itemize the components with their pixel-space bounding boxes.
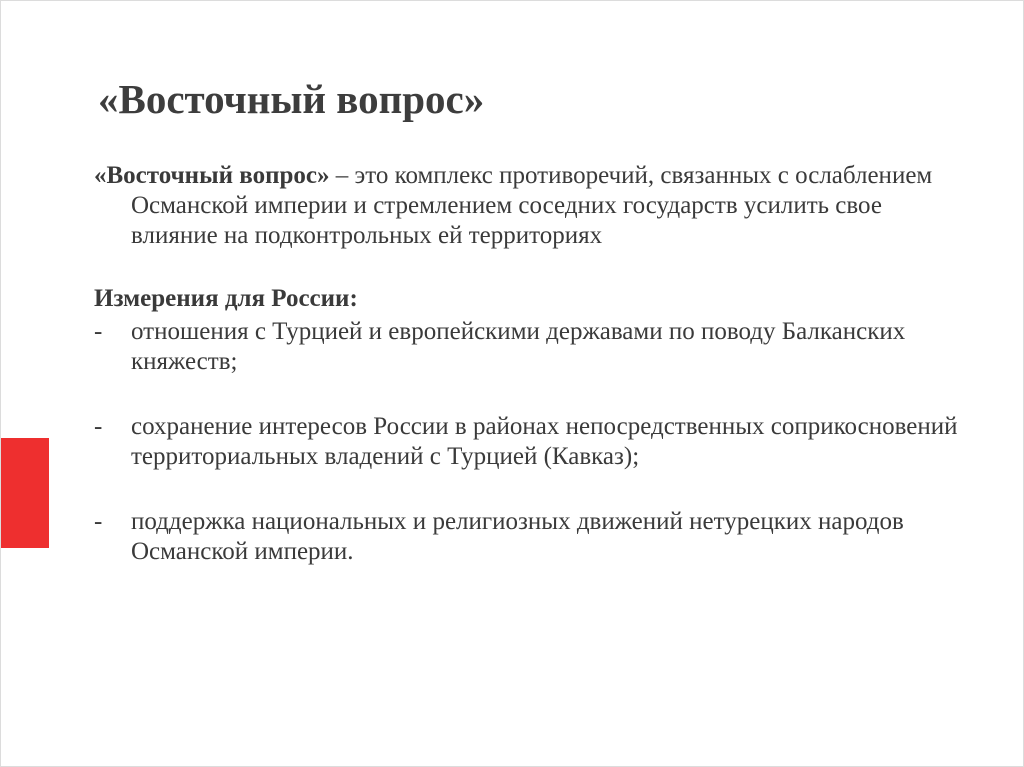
list-item xyxy=(94,412,964,472)
list-item-text: отношения с Турцией и европейскими державами по поводу Балканских княжеств; xyxy=(131,318,906,375)
dimensions-heading: Измерения для России: xyxy=(94,285,358,312)
definition-term: «Восточный вопрос» xyxy=(94,162,330,189)
definition-text: – это комплекс противоречий, связанных с ослаблением Османской империи и стремлением соседних государств усилить свое влияние на подконтрольных ей территориях xyxy=(131,162,933,249)
list-item-marker: - xyxy=(94,413,103,440)
definition-paragraph xyxy=(94,161,964,251)
list-item-marker: - xyxy=(94,508,103,535)
slide-body xyxy=(94,161,964,567)
list-item xyxy=(94,317,964,377)
list-item xyxy=(94,507,964,567)
list-item-text: сохранение интересов России в районах непосредственных соприкосновений территориальных владений с Турцией (Кавказ); xyxy=(131,413,958,470)
accent-bar xyxy=(1,438,49,548)
slide-title: «Восточный вопрос» xyxy=(98,76,485,122)
list-item-text: поддержка национальных и религиозных движений нетурецких народов Османской империи. xyxy=(131,508,904,565)
list-item-marker: - xyxy=(94,318,103,345)
